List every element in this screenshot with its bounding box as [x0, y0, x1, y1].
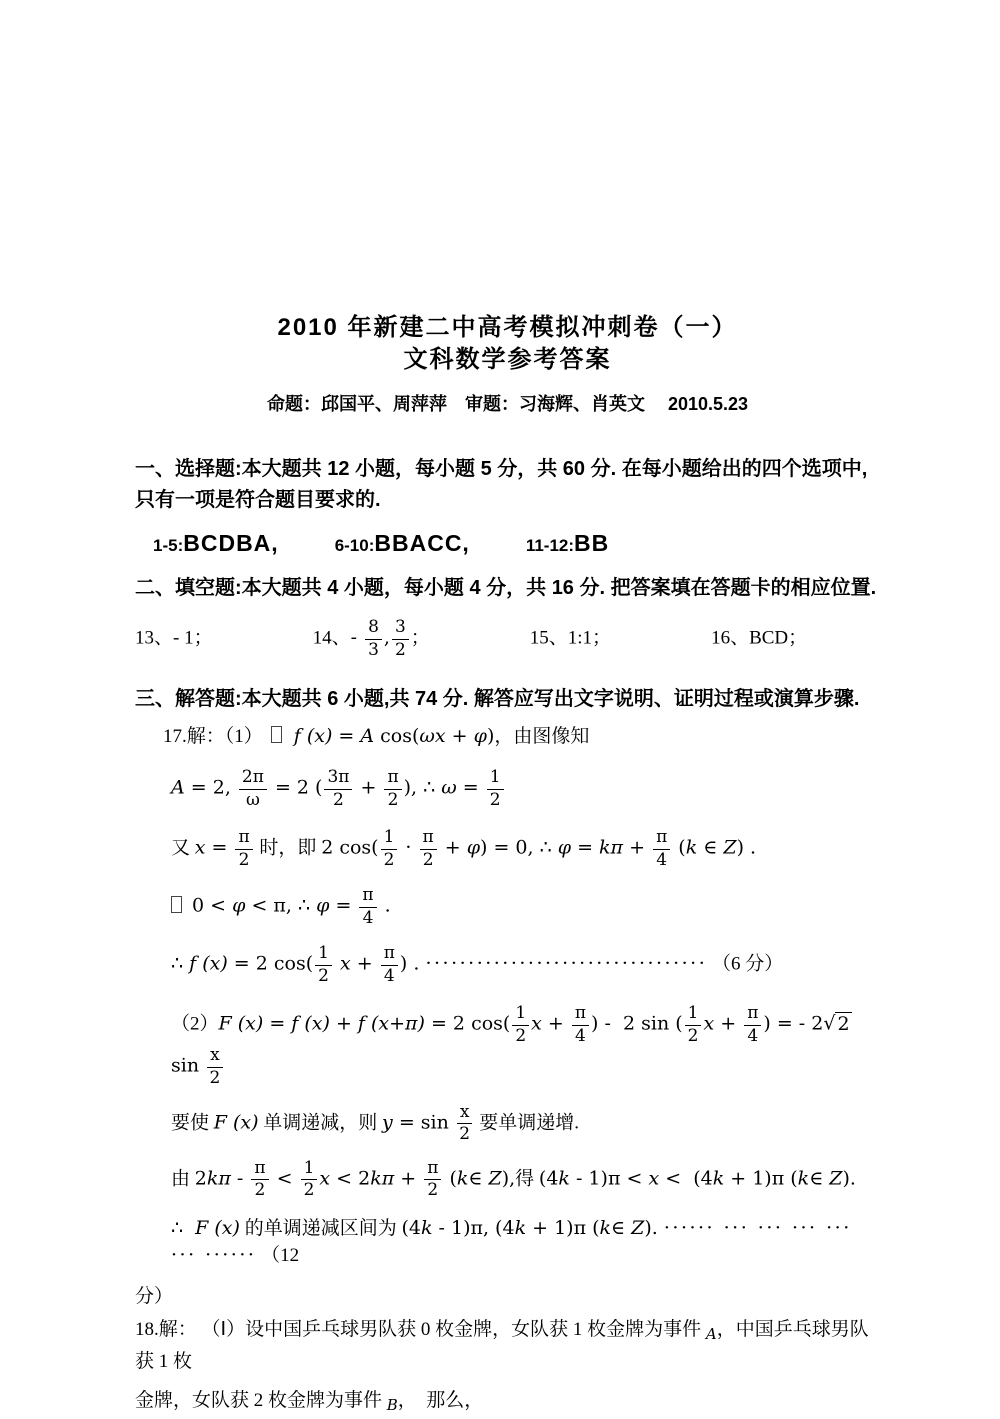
math-operator: , [383, 626, 390, 649]
math-variable: ωx [419, 725, 446, 747]
fraction [390, 618, 411, 660]
answer-group-11-12 [526, 530, 609, 557]
math-operator: (4 [538, 1167, 559, 1190]
math-variable: kπ [370, 1167, 395, 1190]
math-variable: x [319, 1167, 331, 1190]
dotted-leader: ······ ··· ··· ··· ··· ··· ······ [171, 1216, 861, 1266]
denominator: 2 [422, 849, 434, 870]
math-operator: 2 cos( [321, 836, 379, 859]
math-variable: x [333, 952, 351, 975]
solution-17-line-f [135, 1103, 880, 1145]
denominator: 4 [656, 849, 668, 870]
math-operator: ) . [736, 836, 757, 859]
numerator: π [424, 1159, 441, 1181]
math-operator: ∈ [809, 1167, 830, 1190]
fraction [237, 768, 269, 810]
text-run: 得 [515, 1168, 539, 1190]
math-operator: = 2 cos( [424, 1012, 511, 1035]
numerator: 1 [381, 828, 398, 850]
numerator: 3π [324, 768, 352, 790]
denominator: 2 [209, 1068, 221, 1089]
fraction [485, 768, 506, 810]
solution-17-line-h [135, 1215, 880, 1269]
text-run: 的单调递减区间为 [239, 1217, 402, 1239]
math-operator: = sin [392, 1110, 455, 1133]
math-variable: k [712, 1167, 725, 1190]
solutions-heading: 三、解答题:本大题共 6 小题,共 74 分. 解答应写出文字说明、证明过程或演算步骤. [135, 688, 860, 710]
numerator: 3 [392, 618, 409, 640]
denominator: 2 [303, 1180, 315, 1201]
authors-line: 命题：邱国平、周萍萍 审题：习海辉、肖英文 2010.5.23 [266, 394, 749, 414]
text-run: ，由图像知 [494, 726, 590, 747]
numerator: 1 [685, 1004, 702, 1026]
math-operator: = 2 ( [268, 776, 323, 799]
math-operator: + [445, 725, 474, 747]
math-variable: k [420, 1216, 433, 1239]
answer-range: 11-12: [525, 536, 575, 555]
exam-title: 2010 年新建二中高考模拟冲刺卷（一） [277, 314, 738, 341]
solution-17-line-e [135, 1004, 880, 1088]
math-variable: F (x) [218, 1012, 264, 1035]
math-operator: ) = - 2 [763, 1012, 824, 1035]
math-operator: · [399, 836, 418, 859]
math-operator: - 1)π < [569, 1167, 649, 1190]
text-run: 17.解：（1） [163, 726, 263, 747]
fraction [363, 618, 384, 660]
numerator: x [207, 1046, 223, 1068]
fraction [382, 768, 403, 810]
fraction [205, 1046, 225, 1088]
answer-letters: BBACC, [374, 530, 470, 556]
text-run: 14、 [312, 627, 351, 649]
denominator: 2 [387, 789, 399, 810]
text-run: 13、- 1； [135, 627, 213, 649]
math-operator: + [350, 952, 379, 975]
event-variable: A [705, 1324, 717, 1343]
math-variable: k [797, 1167, 810, 1190]
denominator: 2 [333, 789, 344, 810]
math-operator: ), ∴ [403, 776, 442, 799]
fraction [742, 1004, 763, 1046]
math-operator: + 1)π ( [724, 1167, 798, 1190]
solution-17-line-c [135, 886, 880, 928]
math-variable: φ [232, 894, 246, 917]
math-variable: x [648, 1167, 660, 1190]
text-run: 金牌，女队获 2 枚金牌为事件 [135, 1389, 387, 1411]
math-operator: - [230, 1167, 250, 1190]
multiple-choice-answers [135, 530, 880, 557]
answer-range: 1-5: [153, 536, 184, 555]
math-variable: F (x) [195, 1216, 240, 1239]
math-variable: f (x+π) [357, 1012, 425, 1035]
denominator: 2 [394, 639, 406, 660]
fraction [422, 1159, 443, 1201]
solution-17-line-g [135, 1159, 880, 1201]
solution-17-line-b [135, 828, 880, 870]
solution-18-line-b [135, 1387, 880, 1419]
math-operator: sin [171, 1012, 858, 1077]
math-operator: ∴ [171, 1216, 196, 1239]
math-variable: φ [466, 836, 481, 859]
math-operator: < [270, 1167, 299, 1190]
math-variable: φ [316, 894, 330, 917]
numerator: 2π [239, 768, 267, 790]
math-operator: ), [501, 1167, 516, 1190]
math-operator: + [623, 836, 652, 859]
denominator: ω [245, 789, 260, 810]
math-operator: + [714, 1012, 743, 1035]
denominator: 3 [368, 639, 379, 660]
fraction [455, 1103, 475, 1145]
numerator: π [744, 1004, 761, 1026]
radicand: 2 [837, 1012, 850, 1035]
math-operator: ∈ [697, 836, 724, 859]
math-variable: A [171, 776, 185, 799]
text-run: ； [410, 627, 430, 649]
math-operator: = [456, 776, 485, 799]
denominator: 2 [383, 849, 395, 870]
fraction [510, 1004, 531, 1046]
math-variable: x [703, 1012, 715, 1035]
answer-group-6-10 [335, 530, 470, 557]
denominator: 4 [747, 1025, 759, 1046]
denominator: 2 [238, 849, 250, 870]
fraction [299, 1159, 320, 1201]
text-run: 16、BCD； [711, 627, 808, 649]
numerator: 8 [365, 618, 382, 640]
math-operator: = [329, 894, 358, 917]
math-operator: = [571, 836, 600, 859]
math-operator: ) [486, 725, 495, 747]
text-run: 分） [135, 1285, 174, 1307]
math-variable: Z [631, 1216, 645, 1239]
math-operator: ) - 2 sin ( [591, 1012, 683, 1035]
math-variable: k [685, 836, 698, 859]
math-operator: = 2, [184, 776, 237, 799]
text-run: 由 [171, 1168, 195, 1190]
text-run: 要单调递增. [474, 1111, 579, 1133]
math-operator: ) . [399, 952, 426, 975]
solution-17-line-a [135, 768, 880, 810]
solution-17-intro [135, 723, 880, 750]
math-operator: + 1)π ( [526, 1216, 600, 1239]
math-operator: ∈ [611, 1216, 632, 1239]
math-variable: φ [473, 725, 487, 747]
math-variable: k [599, 1216, 612, 1239]
numerator: x [457, 1103, 473, 1125]
math-variable: Z [488, 1167, 502, 1190]
math-variable: k [514, 1216, 527, 1239]
numerator: 1 [512, 1004, 529, 1026]
denominator: 2 [687, 1025, 699, 1046]
missing-glyph-box [271, 726, 282, 743]
denominator: 4 [575, 1025, 586, 1046]
fraction [651, 828, 672, 870]
math-operator: ( [443, 1167, 457, 1190]
math-operator: + [541, 1012, 570, 1035]
square-root: √ 2 [823, 1012, 850, 1035]
math-operator: + [354, 776, 383, 799]
denominator: 2 [489, 789, 501, 810]
fraction [233, 828, 254, 870]
math-variable: f (x) = A [293, 725, 375, 747]
denominator: 2 [318, 965, 329, 986]
math-operator: < (4 [659, 1167, 713, 1190]
fraction [379, 828, 400, 870]
math-operator: ∈ [468, 1167, 489, 1190]
numerator: π [572, 1004, 589, 1026]
solution-17-line-d [135, 944, 880, 986]
solution-18-line-a [135, 1316, 880, 1375]
denominator: 2 [427, 1180, 439, 1201]
text-run: ，中国乒乓球男队获 1 枚 [135, 1318, 869, 1372]
numerator: 1 [301, 1159, 318, 1181]
text-run: 18.解： （Ⅰ）设中国乒乓球男队获 0 枚金牌，女队获 1 枚金牌为事件 [135, 1318, 706, 1340]
denominator: 2 [254, 1180, 266, 1201]
denominator: 4 [362, 907, 374, 928]
math-operator: . [378, 894, 391, 917]
numerator: π [381, 944, 398, 966]
math-operator: ). [842, 1167, 856, 1190]
math-operator: - 1)π, (4 [432, 1216, 515, 1239]
math-variable: Z [829, 1167, 843, 1190]
text-run: 单调递减，则 [258, 1111, 383, 1133]
math-operator: (4 [401, 1216, 421, 1239]
text-run: （6 分） [707, 953, 784, 975]
math-operator: = 2 cos( [227, 952, 314, 975]
math-variable: φ [557, 836, 572, 859]
fill-in-heading: 二、填空题:本大题共 4 小题，每小题 4 分，共 16 分. 把答案填在答题卡的相应位置. [135, 577, 877, 599]
math-variable: x [194, 836, 206, 859]
event-variable: B [386, 1395, 398, 1414]
numerator: π [359, 886, 376, 908]
denominator: 4 [383, 965, 395, 986]
text-run: 15、1:1； [529, 627, 612, 649]
denominator: 2 [459, 1124, 471, 1145]
answer-letters: BCDBA, [183, 530, 279, 556]
text-run: （2） [171, 1013, 219, 1035]
math-operator: ( [672, 836, 686, 859]
numerator: π [653, 828, 670, 850]
math-operator: < π, ∴ [245, 894, 317, 917]
numerator: π [235, 828, 252, 850]
math-operator: = [263, 1012, 292, 1035]
numerator: 1 [315, 944, 332, 966]
numerator: π [420, 828, 437, 850]
math-variable: kπ [599, 836, 624, 859]
math-variable: kπ [206, 1167, 231, 1190]
math-variable: Z [723, 836, 737, 859]
fraction [379, 944, 400, 986]
numerator: π [384, 768, 401, 790]
math-variable: y [382, 1110, 393, 1133]
math-operator: + [394, 1167, 423, 1190]
math-variable: k [558, 1167, 570, 1190]
math-operator: 0 < [192, 894, 233, 917]
math-operator: ) = 0, ∴ [480, 836, 558, 859]
math-variable: f (x) [291, 1012, 330, 1035]
text-run: ， 那么， [397, 1389, 484, 1411]
math-operator: cos( [374, 725, 420, 747]
multiple-choice-heading: 一、选择题:本大题共 12 小题，每小题 5 分，共 60 分. 在每小题给出的四个选项中,只有一项是符合题目要求的. [135, 458, 868, 511]
math-variable: f (x) [189, 952, 228, 975]
denominator: 2 [515, 1025, 527, 1046]
text-run: （12 [256, 1244, 300, 1266]
fill-in-answers [135, 618, 880, 676]
answer-range: 6-10: [334, 536, 375, 555]
text-run: 时，即 [254, 837, 322, 859]
math-operator: < 2 [330, 1167, 371, 1190]
numerator: 1 [487, 768, 504, 790]
math-operator: = [205, 836, 234, 859]
dotted-leader: ································· [425, 952, 708, 975]
math-operator: - [350, 626, 364, 649]
fraction [418, 828, 439, 870]
fraction [570, 1004, 591, 1046]
text-run: 要使 [171, 1111, 214, 1133]
missing-glyph-box [171, 896, 182, 913]
answer-letters: BB [574, 530, 610, 556]
math-operator: ∴ [171, 952, 190, 975]
math-operator: 2 [194, 1167, 207, 1190]
math-variable: F (x) [213, 1110, 259, 1133]
answer-group-1-5 [153, 530, 279, 557]
math-operator: + [438, 836, 467, 859]
math-variable: x [531, 1012, 542, 1035]
fraction [357, 886, 378, 928]
math-operator: + [329, 1012, 358, 1035]
numerator: π [251, 1159, 268, 1181]
solution-17-line-i [135, 1283, 880, 1310]
math-operator: ). [644, 1216, 664, 1239]
fraction [322, 768, 354, 810]
fraction [683, 1004, 704, 1046]
math-variable: ω [441, 776, 457, 799]
fraction [313, 944, 334, 986]
text-run: 又 [171, 837, 195, 859]
math-variable: k [456, 1167, 469, 1190]
fraction [249, 1159, 270, 1201]
exam-subtitle: 文科数学参考答案 [403, 346, 612, 373]
